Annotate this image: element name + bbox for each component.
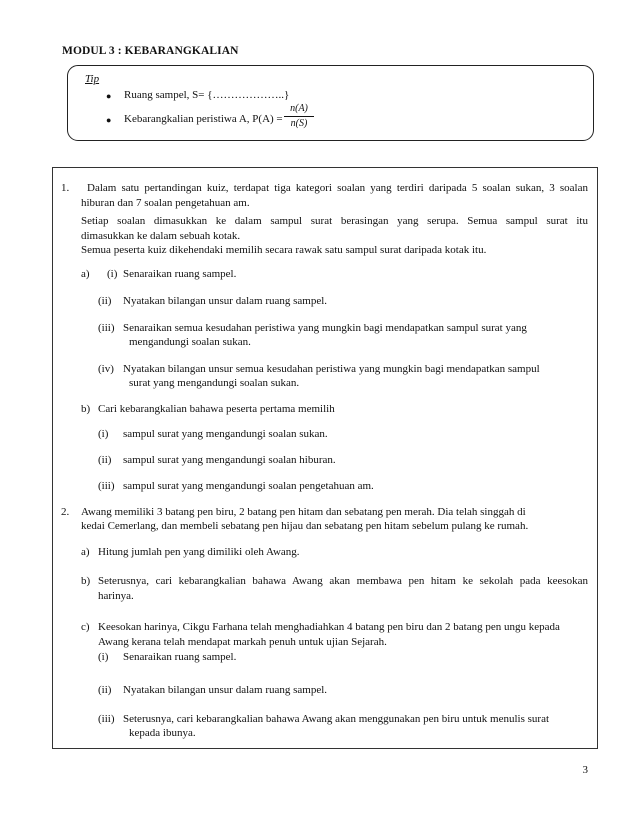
fraction-denominator: n(S) bbox=[290, 118, 308, 129]
subpart-text: sampul surat yang mengandungi soalan pengetahuan am. bbox=[123, 480, 374, 492]
subpart-text: sampul surat yang mengandungi soalan hiburan. bbox=[123, 454, 336, 466]
subpart-label: (i) bbox=[98, 428, 109, 440]
subpart-text: sampul surat yang mengandungi soalan sukan. bbox=[123, 428, 328, 440]
part-text: Keesokan harinya, Cikgu Farhana telah menghadiahkan 4 batang pen biru dan 2 batang pen ungu kepada bbox=[98, 621, 560, 633]
part-label: a) bbox=[81, 268, 90, 280]
subpart-text: mengandungi soalan sukan. bbox=[129, 336, 251, 348]
subpart-text: Seterusnya, cari kebarangkalian bahawa Awang akan menggunakan pen biru untuk menulis surat bbox=[123, 713, 550, 725]
q2-intro-line: Awang memiliki 3 batang pen biru, 2 batang pen hitam dan sebatang pen merah. Dia telah singgah di bbox=[81, 506, 526, 518]
tip-box bbox=[67, 65, 594, 141]
question-number: 1. bbox=[61, 182, 70, 194]
part-text: Awang kerana telah mendapat markah penuh untuk ujian Sejarah. bbox=[98, 636, 387, 648]
part-label: b) bbox=[81, 403, 91, 415]
q2-intro-line: kedai Cemerlang, dan membeli sebatang pen hijau dan sebatang pen hitam sebelum pulang ke rumah. bbox=[81, 520, 529, 532]
subpart-text: Senaraikan ruang sampel. bbox=[123, 268, 237, 280]
subpart-label: (i) bbox=[98, 651, 109, 663]
fraction-numerator: n(A) bbox=[290, 103, 308, 114]
part-text: harinya. bbox=[98, 590, 134, 602]
subpart-label: (i) bbox=[107, 268, 118, 280]
bullet-icon: ● bbox=[106, 91, 112, 101]
subpart-text: Nyatakan bilangan unsur dalam ruang sampel. bbox=[123, 295, 328, 307]
part-label: c) bbox=[81, 621, 90, 633]
q1-intro-line: dimasukkan ke dalam sebuah kotak. bbox=[81, 230, 241, 242]
q1-intro-line: hiburan dan 7 soalan pengetahuan am. bbox=[81, 197, 250, 209]
subpart-text: Senaraikan semua kesudahan peristiwa yang mungkin bagi mendapatkan sampul surat yang bbox=[123, 322, 527, 334]
part-label: b) bbox=[81, 575, 91, 587]
module-title: MODUL 3 : KEBARANGKALIAN bbox=[62, 45, 239, 57]
question-number: 2. bbox=[61, 506, 70, 518]
q1-intro-line: Dalam satu pertandingan kuiz, terdapat tiga kategori soalan yang terdiri daripada 5 soalan sukan, 3 soalan bbox=[87, 182, 588, 194]
probability-fraction bbox=[284, 103, 314, 130]
subpart-label: (ii) bbox=[98, 684, 112, 696]
subpart-text: kepada ibunya. bbox=[129, 727, 196, 739]
subpart-text: surat yang mengandungi soalan sukan. bbox=[129, 377, 300, 389]
subpart-text: Nyatakan bilangan unsur semua kesudahan peristiwa yang mungkin bagi mendapatkan sampul bbox=[123, 363, 540, 375]
subpart-label: (ii) bbox=[98, 295, 112, 307]
tip-title: Tip bbox=[85, 73, 100, 85]
tip-probability: Kebarangkalian peristiwa A, P(A) = bbox=[124, 113, 283, 125]
subpart-label: (iv) bbox=[98, 363, 114, 375]
q1-intro-line: Semua peserta kuiz dikehendaki memilih secara rawak satu sampul surat daripada kotak itu. bbox=[81, 244, 487, 256]
subpart-label: (ii) bbox=[98, 454, 112, 466]
q1-intro-line: Setiap soalan dimasukkan ke dalam sampul surat berasingan yang serupa. Semua sampul surat itu bbox=[81, 215, 588, 227]
tip-sample-space: Ruang sampel, S= {………………..} bbox=[124, 89, 290, 101]
subpart-text: Nyatakan bilangan unsur dalam ruang sampel. bbox=[123, 684, 328, 696]
fraction-bar bbox=[284, 116, 314, 117]
subpart-text: Senaraikan ruang sampel. bbox=[123, 651, 237, 663]
subpart-label: (iii) bbox=[98, 322, 115, 334]
page-number: 3 bbox=[582, 764, 588, 776]
part-text: Hitung jumlah pen yang dimiliki oleh Awang. bbox=[98, 546, 300, 558]
subpart-label: (iii) bbox=[98, 480, 115, 492]
subpart-label: (iii) bbox=[98, 713, 115, 725]
part-label: a) bbox=[81, 546, 90, 558]
part-text: Cari kebarangkalian bahawa peserta pertama memilih bbox=[98, 403, 335, 415]
question-box bbox=[52, 167, 598, 749]
part-text: Seterusnya, cari kebarangkalian bahawa Awang akan membawa pen hitam ke sekolah pada keesokan bbox=[98, 575, 588, 587]
bullet-icon: ● bbox=[106, 115, 112, 125]
